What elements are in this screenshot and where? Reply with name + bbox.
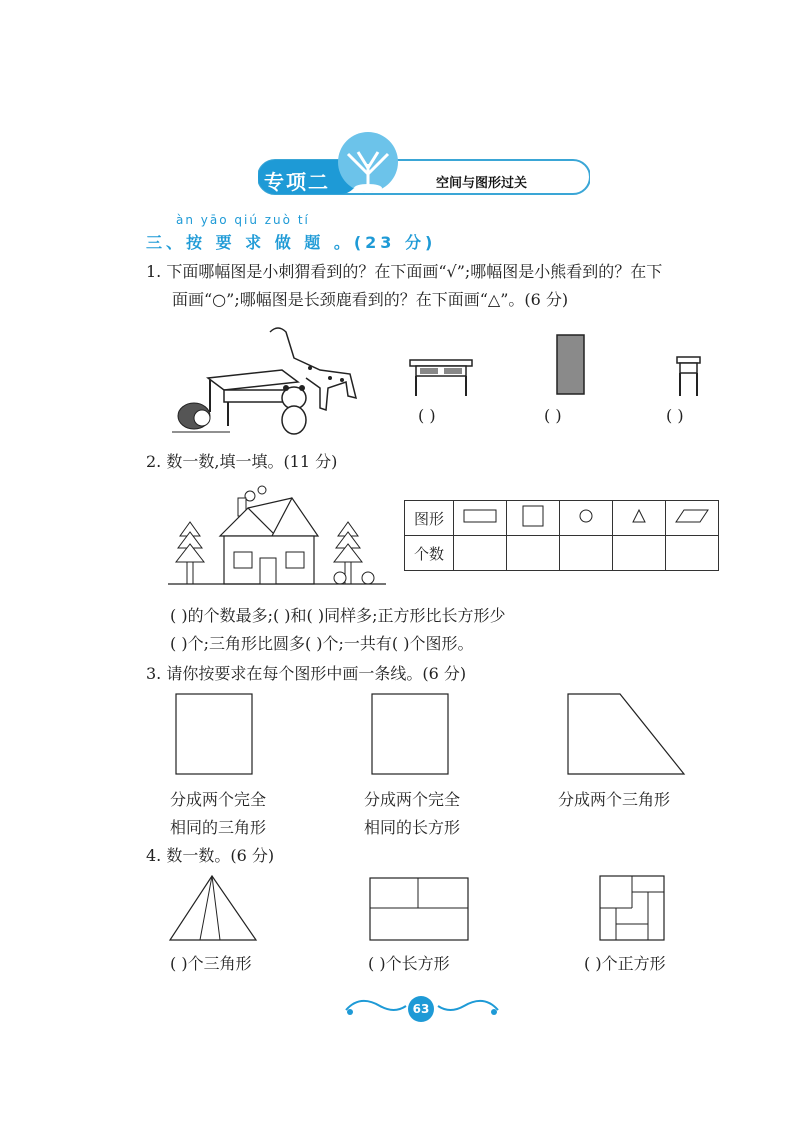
q2-line1: ( )的个数最多;( )和( )同样多;正方形比长方形少 xyxy=(170,606,506,625)
table-row xyxy=(405,501,719,536)
count-cell-triangle[interactable] xyxy=(613,536,666,571)
shape-triangle-icon xyxy=(613,501,666,536)
q3-square-figure xyxy=(176,694,252,774)
q4-answer-rectangles[interactable]: ( )个长方形 xyxy=(368,954,450,973)
table-header-shape: 图形 xyxy=(405,501,454,536)
q4-figures xyxy=(168,874,668,948)
q1-scene-illustration xyxy=(170,318,370,442)
header-subtitle: 空间与图形过关 xyxy=(436,176,528,191)
q3-caption-1-line1: 分成两个完全 xyxy=(170,790,267,809)
q3-caption-2-line2: 相同的长方形 xyxy=(364,818,461,837)
q3-rectangle-figure xyxy=(372,694,448,774)
q1-blank-2[interactable]: ( ) xyxy=(544,406,562,425)
q1-option-desk-front xyxy=(408,358,474,402)
q3-title: 3. 请你按要求在每个图形中画一条线。(6 分) xyxy=(146,664,467,683)
count-cell-parallelogram[interactable] xyxy=(666,536,719,571)
q1-line2: 面画“○”;哪幅图是长颈鹿看到的？在下面画“△”。(6 分) xyxy=(172,290,569,309)
shape-circle-icon xyxy=(560,501,613,536)
q3-caption-3: 分成两个三角形 xyxy=(558,790,671,809)
q1-blank-1[interactable]: ( ) xyxy=(418,406,436,425)
q4-answer-triangles[interactable]: ( )个三角形 xyxy=(170,954,252,973)
q3-caption-1-line2: 相同的三角形 xyxy=(170,818,267,837)
q3-figures xyxy=(168,688,694,784)
page-number: 63 xyxy=(408,996,434,1022)
q1-line1: 1. 下面哪幅图是小刺猬看到的？在下面画“√”;哪幅图是小熊看到的？在下 xyxy=(146,262,663,281)
shape-parallelogram-icon xyxy=(666,501,719,536)
q3-caption-2-line1: 分成两个完全 xyxy=(364,790,461,809)
table-row xyxy=(405,536,719,571)
q4-title: 4. 数一数。(6 分) xyxy=(146,846,275,865)
header-badge: 专项二 xyxy=(264,170,330,194)
section-heading: 三、按 要 求 做 题 。(23 分) xyxy=(146,233,437,252)
count-cell-rectangle[interactable] xyxy=(454,536,507,571)
q2-line2: ( )个;三角形比圆多( )个;一共有( )个图形。 xyxy=(170,634,474,653)
count-cell-square[interactable] xyxy=(507,536,560,571)
q1-option-desk-side xyxy=(676,356,702,402)
table-header-count: 个数 xyxy=(405,536,454,571)
count-cell-circle[interactable] xyxy=(560,536,613,571)
q2-house-scene xyxy=(168,478,386,602)
q3-trapezoid-figure xyxy=(568,694,684,774)
q1-option-desk-top xyxy=(556,334,586,400)
q1-blank-3[interactable]: ( ) xyxy=(666,406,684,425)
q2-count-table xyxy=(404,500,719,571)
shape-rectangle-icon xyxy=(454,501,507,536)
q2-title: 2. 数一数,填一填。(11 分) xyxy=(146,452,338,471)
q4-answer-squares[interactable]: ( )个正方形 xyxy=(584,954,666,973)
section-pinyin: àn yāo qiú zuò tí xyxy=(176,213,310,227)
shape-square-icon xyxy=(507,501,560,536)
